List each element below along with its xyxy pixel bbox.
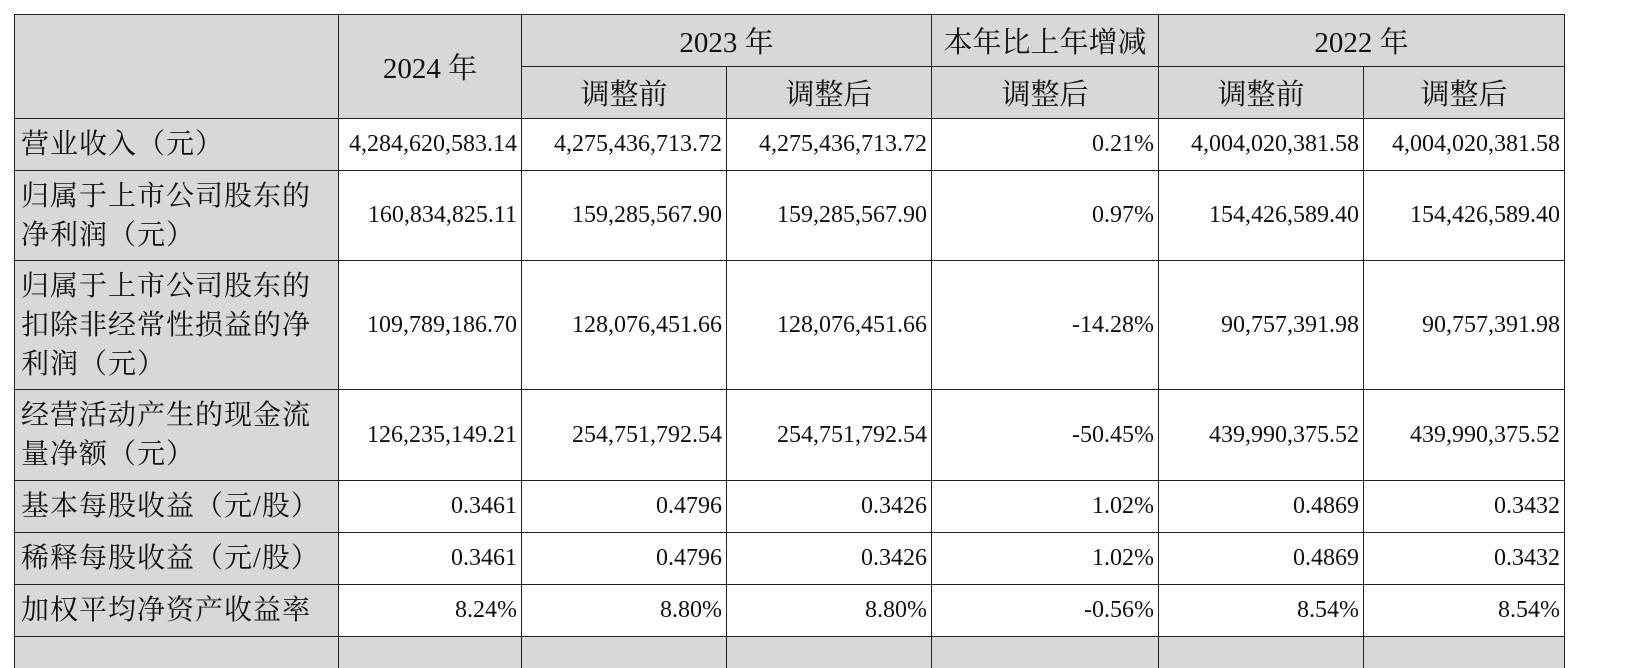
cut-off-cell bbox=[727, 637, 932, 668]
cut-off-cell bbox=[522, 637, 727, 668]
row-label: 归属于上市公司股东的净利润（元） bbox=[15, 171, 339, 261]
table-row-cut-off bbox=[15, 637, 1565, 668]
cell-change: 1.02% bbox=[932, 481, 1159, 533]
cell-change: -50.45% bbox=[932, 390, 1159, 481]
cell-2022-after: 154,426,589.40 bbox=[1364, 171, 1565, 261]
cell-2023-before: 8.80% bbox=[522, 585, 727, 637]
cell-2024: 0.3461 bbox=[339, 481, 522, 533]
table-row-net-profit bbox=[15, 171, 1565, 261]
row-label: 稀释每股收益（元/股） bbox=[15, 533, 339, 585]
header-2023-after: 调整后 bbox=[727, 67, 932, 119]
cut-off-cell bbox=[15, 637, 339, 668]
cell-2022-before: 439,990,375.52 bbox=[1159, 390, 1364, 481]
table-row-revenue bbox=[15, 119, 1565, 171]
cell-2023-before: 159,285,567.90 bbox=[522, 171, 727, 261]
cell-2022-after: 8.54% bbox=[1364, 585, 1565, 637]
cell-2023-before: 0.4796 bbox=[522, 533, 727, 585]
header-2022-after: 调整后 bbox=[1364, 67, 1565, 119]
cell-2023-before: 0.4796 bbox=[522, 481, 727, 533]
table-row-weighted-roe bbox=[15, 585, 1565, 637]
cell-2022-after: 90,757,391.98 bbox=[1364, 261, 1565, 390]
cell-2022-before: 4,004,020,381.58 bbox=[1159, 119, 1364, 171]
header-row-years bbox=[15, 15, 1565, 67]
cell-2022-before: 0.4869 bbox=[1159, 481, 1364, 533]
cell-change: -0.56% bbox=[932, 585, 1159, 637]
cell-2024: 109,789,186.70 bbox=[339, 261, 522, 390]
cell-2022-before: 0.4869 bbox=[1159, 533, 1364, 585]
cell-change: 0.21% bbox=[932, 119, 1159, 171]
cell-2023-before: 128,076,451.66 bbox=[522, 261, 727, 390]
row-label: 归属于上市公司股东的扣除非经常性损益的净利润（元） bbox=[15, 261, 339, 390]
cell-2023-after: 254,751,792.54 bbox=[727, 390, 932, 481]
cut-off-cell bbox=[932, 637, 1159, 668]
row-label: 加权平均净资产收益率 bbox=[15, 585, 339, 637]
cell-change: 1.02% bbox=[932, 533, 1159, 585]
header-change: 本年比上年增减 bbox=[932, 15, 1159, 67]
cell-2022-after: 0.3432 bbox=[1364, 481, 1565, 533]
header-year-2022: 2022 年 bbox=[1159, 15, 1565, 67]
table-row-operating-cash-flow bbox=[15, 390, 1565, 481]
header-change-after: 调整后 bbox=[932, 67, 1159, 119]
header-2022-before: 调整前 bbox=[1159, 67, 1364, 119]
cell-2023-after: 8.80% bbox=[727, 585, 932, 637]
cell-2023-after: 4,275,436,713.72 bbox=[727, 119, 932, 171]
cell-2022-after: 0.3432 bbox=[1364, 533, 1565, 585]
cell-change: 0.97% bbox=[932, 171, 1159, 261]
table-row-diluted-eps bbox=[15, 533, 1565, 585]
cell-2023-after: 159,285,567.90 bbox=[727, 171, 932, 261]
cut-off-cell bbox=[339, 637, 522, 668]
cell-2022-before: 90,757,391.98 bbox=[1159, 261, 1364, 390]
cut-off-cell bbox=[1364, 637, 1565, 668]
header-2023-before: 调整前 bbox=[522, 67, 727, 119]
cell-2023-before: 254,751,792.54 bbox=[522, 390, 727, 481]
cell-change: -14.28% bbox=[932, 261, 1159, 390]
cell-2024: 126,235,149.21 bbox=[339, 390, 522, 481]
cell-2023-after: 0.3426 bbox=[727, 533, 932, 585]
cell-2024: 160,834,825.11 bbox=[339, 171, 522, 261]
cell-2024: 0.3461 bbox=[339, 533, 522, 585]
cell-2024: 8.24% bbox=[339, 585, 522, 637]
row-label: 基本每股收益（元/股） bbox=[15, 481, 339, 533]
cell-2023-after: 128,076,451.66 bbox=[727, 261, 932, 390]
cell-2022-after: 4,004,020,381.58 bbox=[1364, 119, 1565, 171]
row-label: 经营活动产生的现金流量净额（元） bbox=[15, 390, 339, 481]
cell-2023-after: 0.3426 bbox=[727, 481, 932, 533]
cell-2023-before: 4,275,436,713.72 bbox=[522, 119, 727, 171]
row-label: 营业收入（元） bbox=[15, 119, 339, 171]
header-year-2024: 2024 年 bbox=[339, 15, 522, 119]
cell-2022-before: 154,426,589.40 bbox=[1159, 171, 1364, 261]
header-year-2023: 2023 年 bbox=[522, 15, 932, 67]
table-row-net-profit-deducted bbox=[15, 261, 1565, 390]
cell-2024: 4,284,620,583.14 bbox=[339, 119, 522, 171]
cell-2022-before: 8.54% bbox=[1159, 585, 1364, 637]
cell-2022-after: 439,990,375.52 bbox=[1364, 390, 1565, 481]
financial-summary-table bbox=[14, 14, 1565, 668]
table-row-basic-eps bbox=[15, 481, 1565, 533]
cut-off-cell bbox=[1159, 637, 1364, 668]
header-corner-cell bbox=[15, 15, 339, 119]
